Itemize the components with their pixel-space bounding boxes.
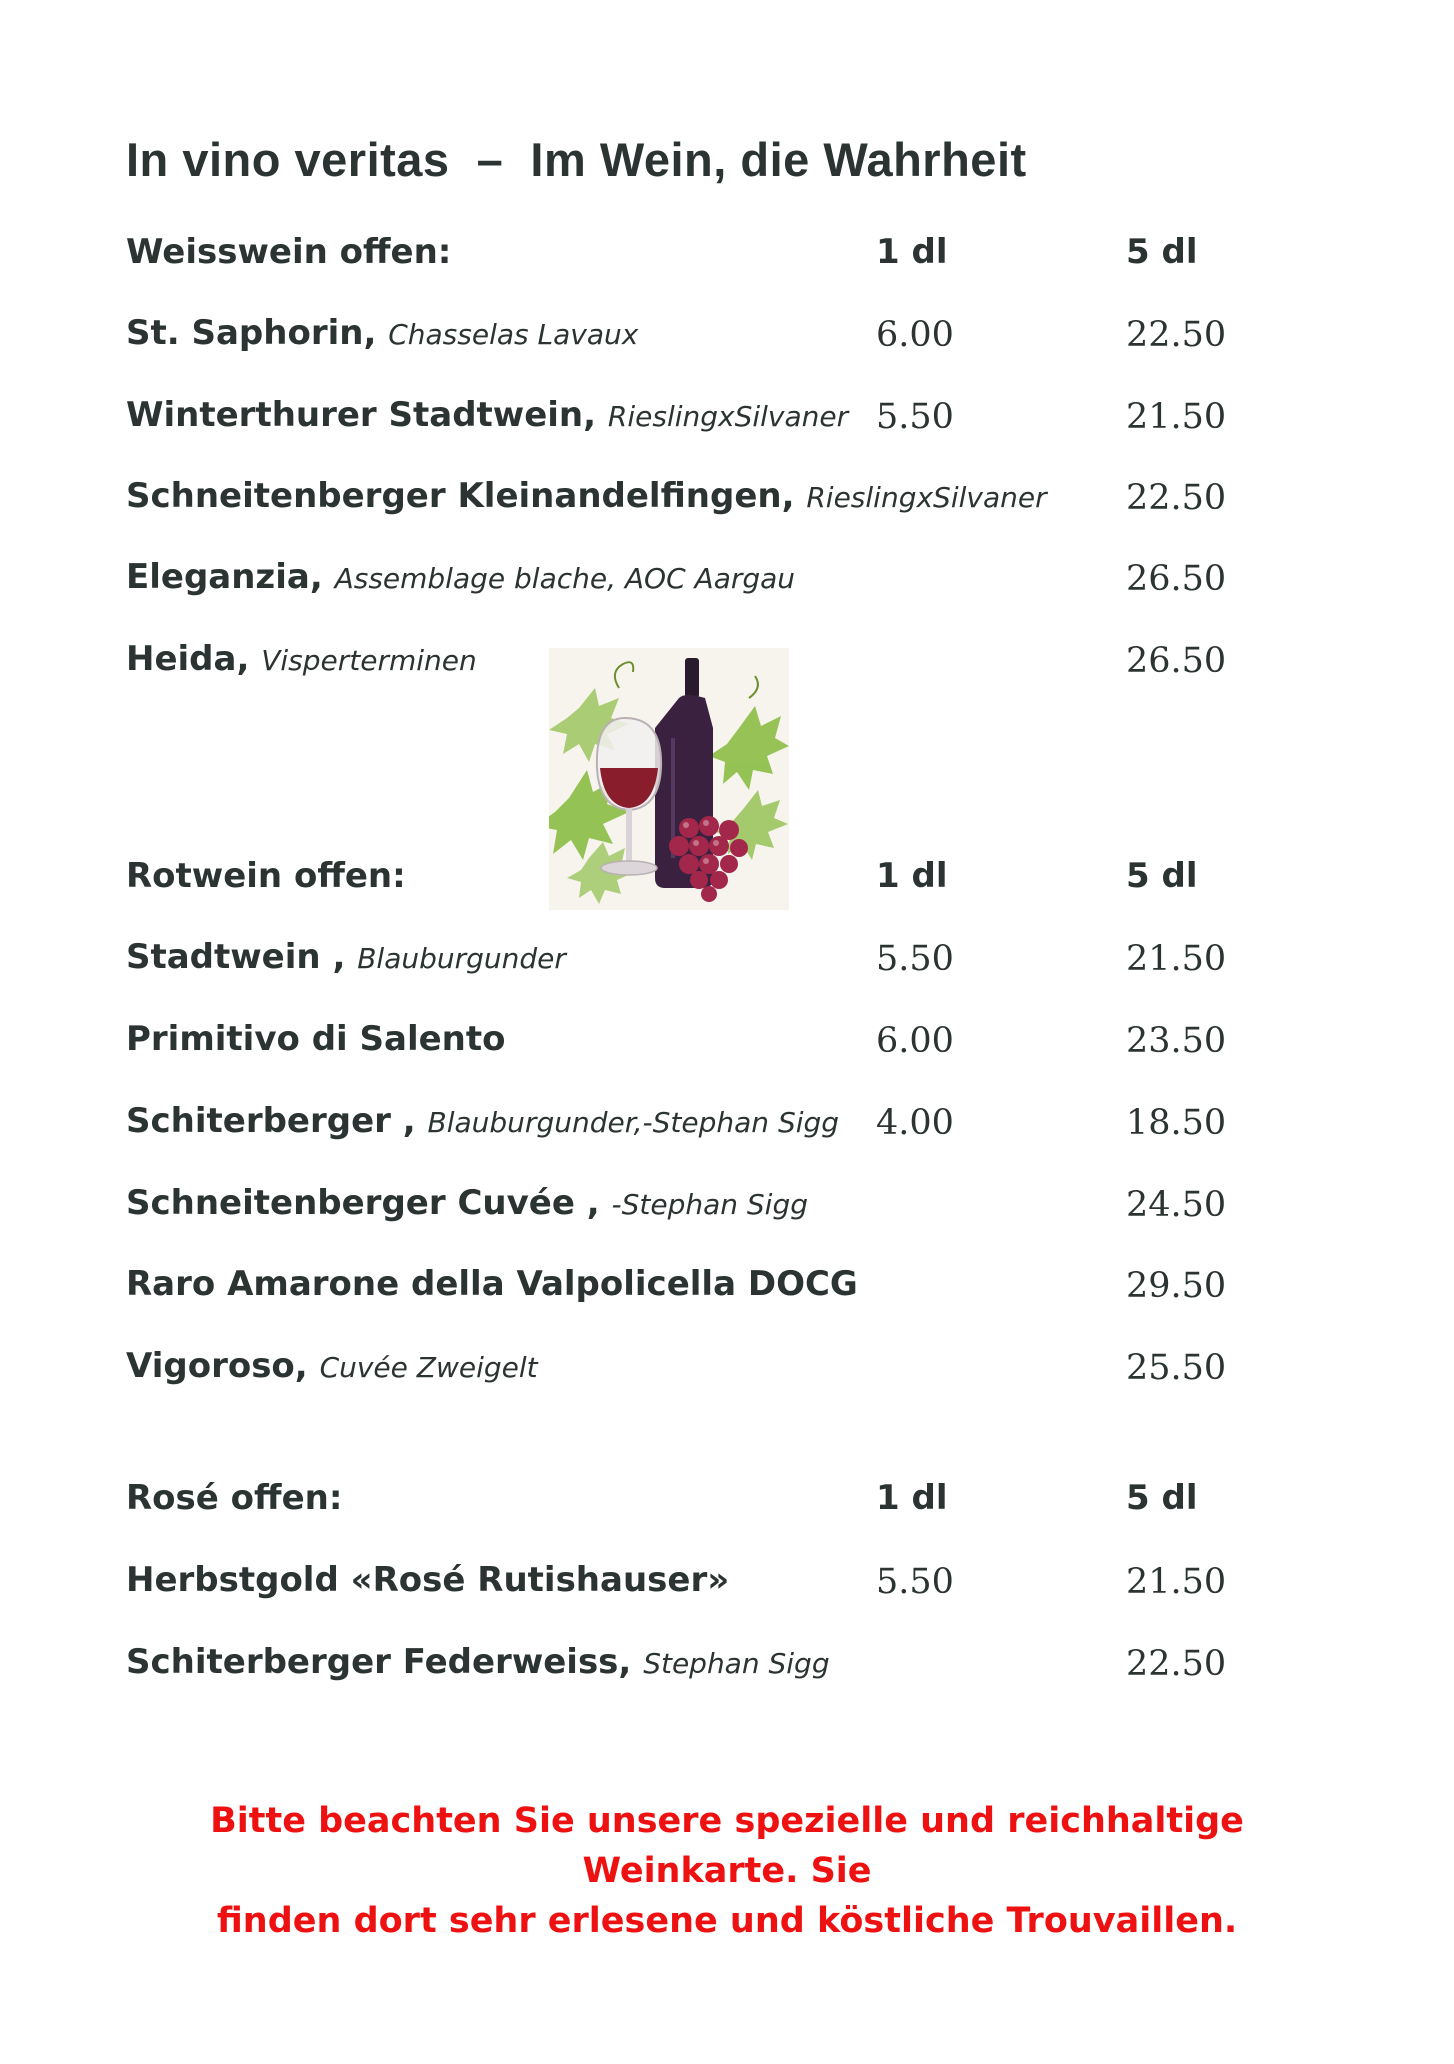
wine-name: Eleganzia, Assemblage blache, AOC Aargau (126, 557, 796, 597)
wine-detail: Visperterminen (261, 644, 477, 677)
price-1dl: 6.00 (876, 1021, 954, 1061)
wine-detail: RieslingxSilvaner (607, 400, 849, 433)
wine-detail: -Stephan Sigg (611, 1188, 809, 1221)
price-5dl: 21.50 (1126, 939, 1227, 979)
wine-name: Raro Amarone della Valpolicella DOCG (126, 1264, 858, 1304)
price-5dl: 22.50 (1126, 315, 1227, 355)
wine-name: Schiterberger , Blauburgunder,-Stephan Sigg (126, 1101, 840, 1141)
price-5dl: 26.50 (1126, 641, 1227, 681)
menu-item (0, 313, 1454, 373)
menu-item (0, 1101, 1454, 1161)
section-header-red (0, 856, 1454, 916)
menu-item (0, 1560, 1454, 1620)
note-line-2: finden dort sehr erlesene und köstliche Trouvaillen. (216, 1901, 1238, 1941)
section-heading: Rotwein offen: (126, 856, 406, 896)
menu-item (0, 1183, 1454, 1243)
menu-item (0, 1264, 1454, 1324)
column-header-1dl: 1 dl (876, 232, 948, 272)
column-header-1dl: 1 dl (876, 1478, 948, 1518)
price-1dl: 5.50 (876, 1562, 954, 1602)
menu-item (0, 1642, 1454, 1702)
wine-name: Vigoroso, Cuvée Zweigelt (126, 1346, 538, 1386)
wine-detail: RieslingxSilvaner (806, 481, 1047, 514)
wine-name: Herbstgold «Rosé Rutishauser» (126, 1560, 730, 1600)
wine-name: St. Saphorin, Chasselas Lavaux (126, 313, 639, 353)
price-1dl: 5.50 (876, 397, 954, 437)
column-header-1dl: 1 dl (876, 856, 948, 896)
price-5dl: 18.50 (1126, 1103, 1227, 1143)
wine-detail: Chasselas Lavaux (388, 318, 639, 351)
price-5dl: 24.50 (1126, 1185, 1227, 1225)
menu-item (0, 1346, 1454, 1406)
wine-name: Winterthurer Stadtwein, RieslingxSilvaner (126, 395, 849, 435)
wine-name: Schneitenberger Kleinandelfingen, RieslingxSilvaner (126, 476, 1047, 516)
column-header-5dl: 5 dl (1126, 856, 1198, 896)
price-5dl: 25.50 (1126, 1348, 1227, 1388)
column-header-5dl: 5 dl (1126, 232, 1198, 272)
menu-item (0, 937, 1454, 997)
section-heading: Rosé offen: (126, 1478, 343, 1518)
note-line-1: Bitte beachten Sie unsere spezielle und reichhaltige Weinkarte. Sie (210, 1801, 1244, 1891)
wine-detail: Cuvée Zweigelt (319, 1351, 538, 1384)
menu-item (0, 395, 1454, 455)
section-header-rose (0, 1478, 1454, 1538)
wine-detail: Blauburgunder,-Stephan Sigg (427, 1106, 840, 1139)
price-5dl: 21.50 (1126, 1562, 1227, 1602)
wine-detail: Assemblage blache, AOC Aargau (334, 562, 796, 595)
section-header-white (0, 232, 1454, 292)
price-5dl: 26.50 (1126, 559, 1227, 599)
wine-list-note (100, 1796, 1354, 1946)
menu-item (0, 557, 1454, 617)
section-heading: Weisswein offen: (126, 232, 452, 272)
price-1dl: 6.00 (876, 315, 954, 355)
price-5dl: 22.50 (1126, 1644, 1227, 1684)
price-1dl: 5.50 (876, 939, 954, 979)
price-5dl: 22.50 (1126, 478, 1227, 518)
menu-item (0, 476, 1454, 536)
price-5dl: 29.50 (1126, 1266, 1227, 1306)
wine-detail: Blauburgunder (357, 942, 566, 975)
wine-name: Stadtwein , Blauburgunder (126, 937, 566, 977)
menu-item (0, 1019, 1454, 1079)
wine-name: Schneitenberger Cuvée , -Stephan Sigg (126, 1183, 809, 1223)
price-1dl: 4.00 (876, 1103, 954, 1143)
price-5dl: 23.50 (1126, 1021, 1227, 1061)
wine-name: Primitivo di Salento (126, 1019, 506, 1059)
wine-detail: Stephan Sigg (643, 1647, 830, 1680)
column-header-5dl: 5 dl (1126, 1478, 1198, 1518)
wine-name: Schiterberger Federweiss, Stephan Sigg (126, 1642, 830, 1682)
price-5dl: 21.50 (1126, 397, 1227, 437)
page-title: In vino veritas – Im Wein, die Wahrheit (126, 133, 1027, 186)
wine-name: Heida, Visperterminen (126, 639, 477, 679)
